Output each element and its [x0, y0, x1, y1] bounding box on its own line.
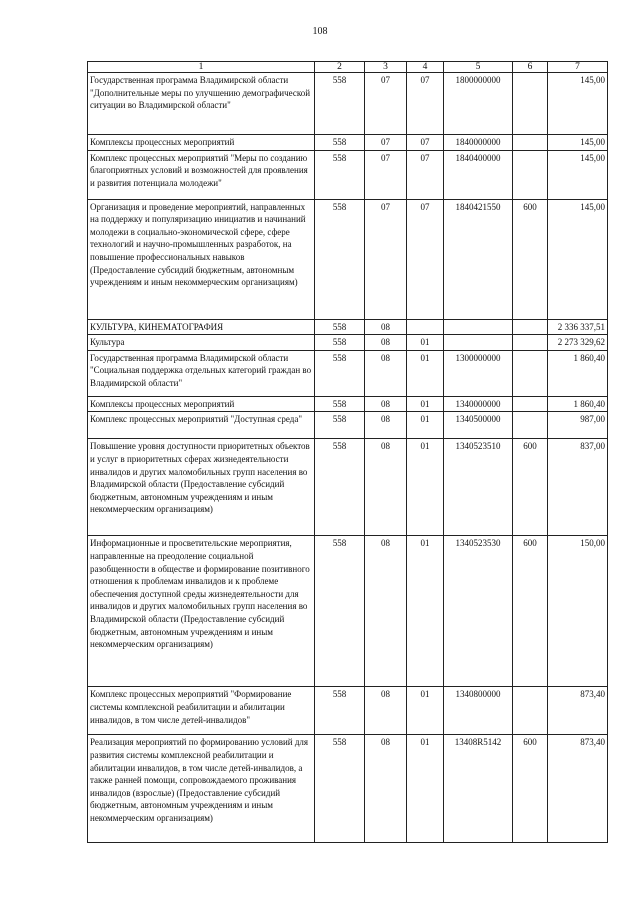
table-row	[88, 319, 608, 335]
row-name: Организация и проведение мероприятий, направленных на поддержку и популяризацию инициатив и начинаний молодежи в социально-экономической сфере, сфере технологий и научно-промышленных разработок, на повышение профессиональных навыков (Предоставление субсидий бюджетным, автономным учреждениям и иным некоммерческим организациям)	[88, 199, 315, 319]
table-row	[88, 135, 608, 151]
row-vedomstvo: 558	[315, 135, 365, 151]
row-amount: 2 273 329,62	[548, 335, 608, 351]
row-target-article: 1840421550	[444, 199, 513, 319]
row-razdel: 08	[365, 396, 407, 412]
table-row	[88, 150, 608, 199]
table-row	[88, 735, 608, 843]
row-name: Комплекс процессных мероприятий "Формирование системы комплексной реабилитации и абилитации инвалидов, в том числе детей-инвалидов"	[88, 687, 315, 735]
row-expense-type: 600	[513, 735, 548, 843]
row-amount: 987,00	[548, 412, 608, 439]
row-amount: 145,00	[548, 73, 608, 135]
row-name: Повышение уровня доступности приоритетных объектов и услуг в приоритетных сферах жизнедеятельности инвалидов и других маломобильных групп населения во Владимирской области (Предоставление субсидий бюджетным, автономным учреждениям и иным некоммерческим организациям)	[88, 439, 315, 536]
row-expense-type	[513, 335, 548, 351]
row-vedomstvo: 558	[315, 396, 365, 412]
row-amount: 873,40	[548, 687, 608, 735]
row-razdel: 08	[365, 536, 407, 687]
row-podrazdel	[407, 319, 444, 335]
row-target-article: 1300000000	[444, 350, 513, 396]
table-row	[88, 439, 608, 536]
table-row	[88, 536, 608, 687]
row-amount: 2 336 337,51	[548, 319, 608, 335]
table-row	[88, 687, 608, 735]
row-expense-type	[513, 350, 548, 396]
row-razdel: 07	[365, 135, 407, 151]
row-expense-type	[513, 412, 548, 439]
row-name: Государственная программа Владимирской области "Социальная поддержка отдельных категорий граждан во Владимирской области"	[88, 350, 315, 396]
row-podrazdel: 01	[407, 335, 444, 351]
row-vedomstvo: 558	[315, 687, 365, 735]
row-razdel: 08	[365, 735, 407, 843]
row-podrazdel: 07	[407, 73, 444, 135]
header-row	[88, 62, 608, 73]
table-row	[88, 396, 608, 412]
row-vedomstvo: 558	[315, 319, 365, 335]
row-vedomstvo: 558	[315, 150, 365, 199]
row-expense-type: 600	[513, 536, 548, 687]
row-razdel: 08	[365, 687, 407, 735]
row-expense-type	[513, 396, 548, 412]
table-row	[88, 199, 608, 319]
row-target-article: 1340800000	[444, 687, 513, 735]
row-name: КУЛЬТУРА, КИНЕМАТОГРАФИЯ	[88, 319, 315, 335]
header-col-4: 4	[407, 62, 444, 73]
row-razdel: 07	[365, 150, 407, 199]
table-row	[88, 335, 608, 351]
row-podrazdel: 07	[407, 199, 444, 319]
row-target-article	[444, 335, 513, 351]
row-expense-type	[513, 687, 548, 735]
row-name: Культура	[88, 335, 315, 351]
row-razdel: 08	[365, 350, 407, 396]
row-name: Реализация мероприятий по формированию условий для развития системы комплексной реабилитации и абилитации инвалидов, в том числе детей-инвалидов, а также ранней помощи, сопровождаемого проживания инвалидов (взрослые) (Предоставление субсидий бюджетным, автономным учреждениям и иным некоммерческим организациям)	[88, 735, 315, 843]
row-expense-type	[513, 73, 548, 135]
row-target-article: 1340500000	[444, 412, 513, 439]
row-podrazdel: 07	[407, 150, 444, 199]
row-podrazdel: 01	[407, 536, 444, 687]
row-target-article: 1840000000	[444, 135, 513, 151]
row-target-article: 13408R5142	[444, 735, 513, 843]
row-vedomstvo: 558	[315, 73, 365, 135]
row-vedomstvo: 558	[315, 439, 365, 536]
row-razdel: 08	[365, 439, 407, 536]
row-name: Комплексы процессных мероприятий	[88, 396, 315, 412]
header-col-6: 6	[513, 62, 548, 73]
row-amount: 837,00	[548, 439, 608, 536]
row-razdel: 08	[365, 412, 407, 439]
row-vedomstvo: 558	[315, 199, 365, 319]
row-vedomstvo: 558	[315, 335, 365, 351]
row-target-article: 1340523510	[444, 439, 513, 536]
header-col-3: 3	[365, 62, 407, 73]
row-name: Информационные и просветительские мероприятия, направленные на преодоление социальной разобщенности в обществе и формирование позитивного отношения к проблемам инвалидов и к проблеме обеспечения доступной среды жизнедеятельности для инвалидов и других маломобильных групп населения во Владимирской области (Предоставление субсидий бюджетным, автономным учреждениям и иным некоммерческим организациям)	[88, 536, 315, 687]
row-podrazdel: 01	[407, 735, 444, 843]
row-target-article: 1340000000	[444, 396, 513, 412]
row-podrazdel: 01	[407, 350, 444, 396]
row-razdel: 07	[365, 199, 407, 319]
row-target-article: 1800000000	[444, 73, 513, 135]
table-row	[88, 350, 608, 396]
row-razdel: 08	[365, 319, 407, 335]
row-target-article: 1340523530	[444, 536, 513, 687]
row-name: Комплексы процессных мероприятий	[88, 135, 315, 151]
row-vedomstvo: 558	[315, 536, 365, 687]
row-name: Комплекс процессных мероприятий "Меры по созданию благоприятных условий и возможностей для проявления и развития потенциала молодежи"	[88, 150, 315, 199]
row-target-article: 1840400000	[444, 150, 513, 199]
row-name: Комплекс процессных мероприятий "Доступная среда"	[88, 412, 315, 439]
table-row	[88, 412, 608, 439]
row-expense-type	[513, 319, 548, 335]
row-podrazdel: 01	[407, 412, 444, 439]
row-amount: 145,00	[548, 150, 608, 199]
table-row	[88, 73, 608, 135]
row-podrazdel: 01	[407, 396, 444, 412]
header-col-1: 1	[88, 62, 315, 73]
row-amount: 1 860,40	[548, 350, 608, 396]
budget-table	[87, 61, 608, 843]
row-amount: 145,00	[548, 199, 608, 319]
page-number: 108	[312, 26, 328, 37]
row-vedomstvo: 558	[315, 350, 365, 396]
header-col-2: 2	[315, 62, 365, 73]
row-vedomstvo: 558	[315, 735, 365, 843]
row-expense-type: 600	[513, 199, 548, 319]
row-podrazdel: 07	[407, 135, 444, 151]
row-name: Государственная программа Владимирской области "Дополнительные меры по улучшению демографической ситуации во Владимирской области"	[88, 73, 315, 135]
row-expense-type	[513, 150, 548, 199]
row-podrazdel: 01	[407, 439, 444, 536]
row-amount: 145,00	[548, 135, 608, 151]
row-razdel: 08	[365, 335, 407, 351]
row-podrazdel: 01	[407, 687, 444, 735]
row-target-article	[444, 319, 513, 335]
row-amount: 873,40	[548, 735, 608, 843]
row-razdel: 07	[365, 73, 407, 135]
header-col-5: 5	[444, 62, 513, 73]
row-expense-type	[513, 135, 548, 151]
row-expense-type: 600	[513, 439, 548, 536]
row-amount: 150,00	[548, 536, 608, 687]
row-amount: 1 860,40	[548, 396, 608, 412]
row-vedomstvo: 558	[315, 412, 365, 439]
header-col-7: 7	[548, 62, 608, 73]
